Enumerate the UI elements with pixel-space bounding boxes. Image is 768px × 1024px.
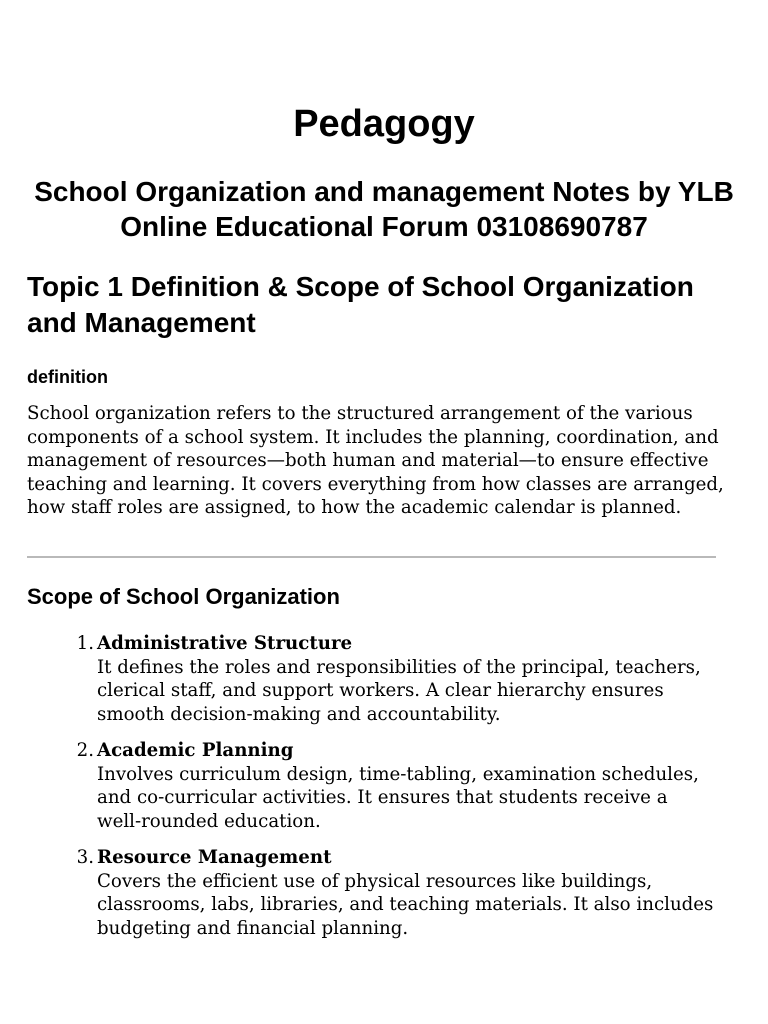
list-item-number: 1. xyxy=(76,633,94,654)
list-item-number: 2. xyxy=(76,740,94,761)
list-item-description: Involves curriculum design, time-tabling, examination schedules, and co-curricular activities. It ensures that students receive a well-rounded education. xyxy=(97,763,699,832)
section-divider xyxy=(27,556,716,558)
topic-heading: Topic 1 Definition & Scope of School Organization and Management xyxy=(27,271,694,338)
list-item-title: Academic Planning xyxy=(97,740,294,761)
list-item xyxy=(0,632,717,726)
list-item-description: Covers the efficient use of physical resources like buildings, classrooms, labs, libraries, and teaching materials. It also includes budgeting and financial planning. xyxy=(97,870,714,939)
list-item-description: It defines the roles and responsibilities of the principal, teachers, clerical staff, and support workers. A clear hierarchy ensures smooth decision-making and accountability. xyxy=(97,656,701,725)
scope-heading: Scope of School Organization xyxy=(27,584,340,609)
list-item xyxy=(0,739,717,833)
list-item-number: 3. xyxy=(76,847,94,868)
list-item-title: Resource Management xyxy=(97,847,332,868)
document-subtitle: School Organization and management Notes by YLB Online Educational Forum 03108690787 xyxy=(34,176,734,242)
page-title: Pedagogy xyxy=(293,103,475,145)
list-item-title: Administrative Structure xyxy=(97,633,353,654)
definition-paragraph: School organization refers to the structured arrangement of the various components of a school system. It includes the planning, coordination, and management of resources—both human and material—to ensure effective teaching and learning. It covers everything from how classes are arranged, how staff roles are assigned, to how the academic calendar is planned. xyxy=(27,403,724,518)
list-item xyxy=(0,846,717,940)
scope-list xyxy=(0,632,768,940)
definition-label: definition xyxy=(27,367,108,387)
